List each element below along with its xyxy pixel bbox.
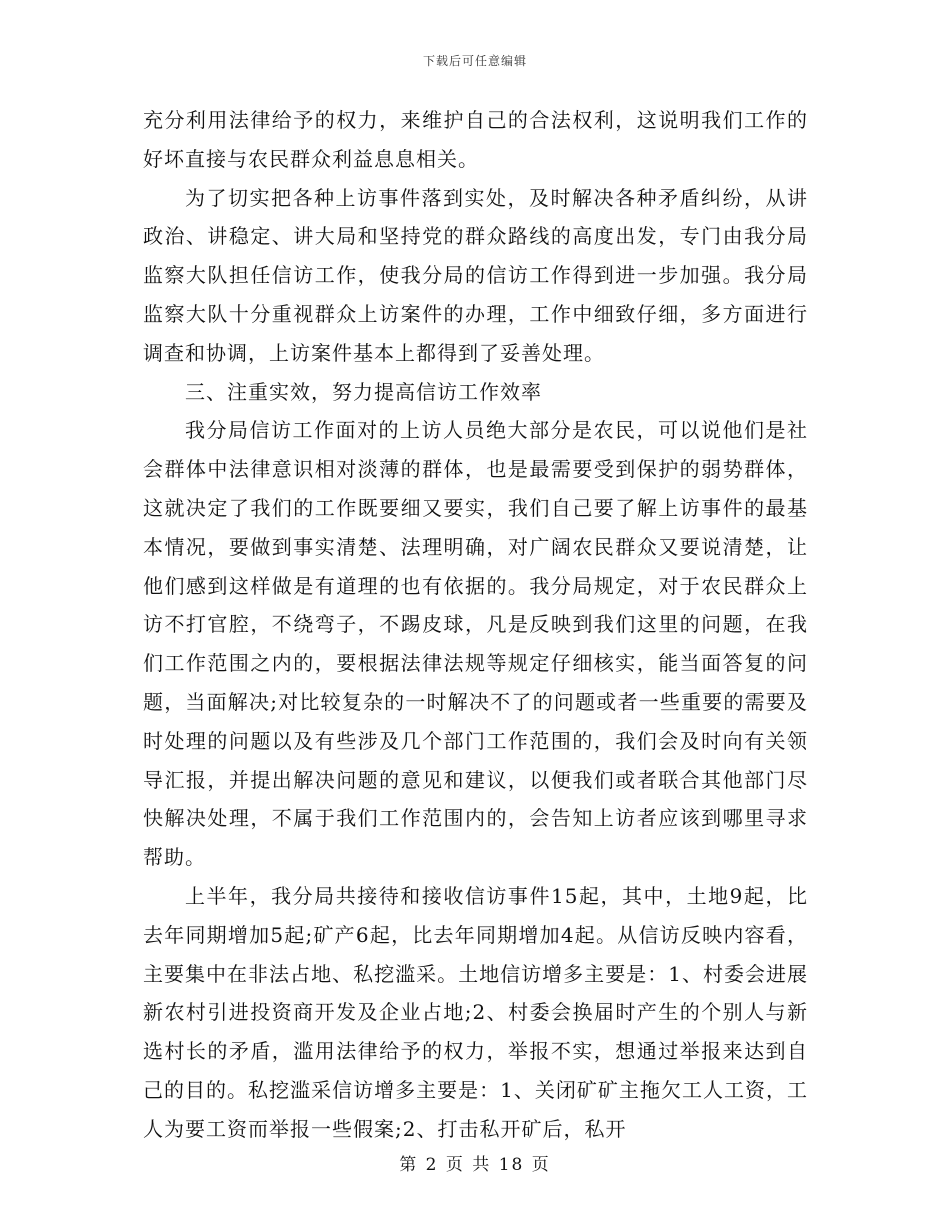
paragraph-4: 上半年，我分局共接待和接收信访事件15起，其中，土地9起，比去年同期增加5起;矿产6起，比去年同期增加4起。从信访反映内容看，主要集中在非法占地、私挖滥采。土地信访增多主要是：1、村委会进展新农村引进投资商开发及企业占地;2、村委会换届时产生的个别人与新选村长的矛盾，滥用法律给予的权力，举报不实，想通过举报来达到自己的目的。私挖滥采信访增多主要是：1、关闭矿矿主拖欠工人工资，工人为要工资而举报一些假案;2、打击私开矿后，私开 <box>143 883 808 1141</box>
page-header: 下载后可任意编辑 <box>422 54 527 68</box>
paragraph-1: 充分利用法律给予的权力，来维护自己的合法权利，这说明我们工作的好坏直接与农民群众利益息息相关。 <box>143 108 808 171</box>
paragraph-3: 我分局信访工作面对的上访人员绝大部分是农民，可以说他们是社会群体中法律意识相对淡薄的群体，也是最需要受到保护的弱势群体，这就决定了我们的工作既要细又要实，我们自己要了解上访事件的最基本情况，要做到事实清楚、法理明确，对广阔农民群众又要说清楚，让他们感到这样做是有道理的也有依据的。我分局规定，对于农民群众上访不打官腔，不绕弯子，不踢皮球，凡是反映到我们这里的问题，在我们工作范围之内的，要根据法律法规等规定仔细核实，能当面答复的问题，当面解决;对比较复杂的一时解决不了的问题或者一些重要的需要及时处理的问题以及有些涉及几个部门工作范围的，我们会及时向有关领导汇报，并提出解决问题的意见和建议，以便我们或者联合其他部门尽快解决处理，不属于我们工作范围内的，会告知上访者应该到哪里寻求帮助。 <box>143 418 808 870</box>
page-number-footer: 第 2 页 共 18 页 <box>399 1155 551 1175</box>
section-heading: 三、注重实效，努力提高信访工作效率 <box>185 379 542 404</box>
document-body <box>143 101 808 1149</box>
paragraph-2: 为了切实把各种上访事件落到实处，及时解决各种矛盾纠纷，从讲政治、讲稳定、讲大局和坚持党的群众路线的高度出发，专门由我分局监察大队担任信访工作，使我分局的信访工作得到进一步加强。我分局监察大队十分重视群众上访案件的办理，工作中细致仔细，多方面进行调查和协调，上访案件基本上都得到了妥善处理。 <box>143 185 808 365</box>
